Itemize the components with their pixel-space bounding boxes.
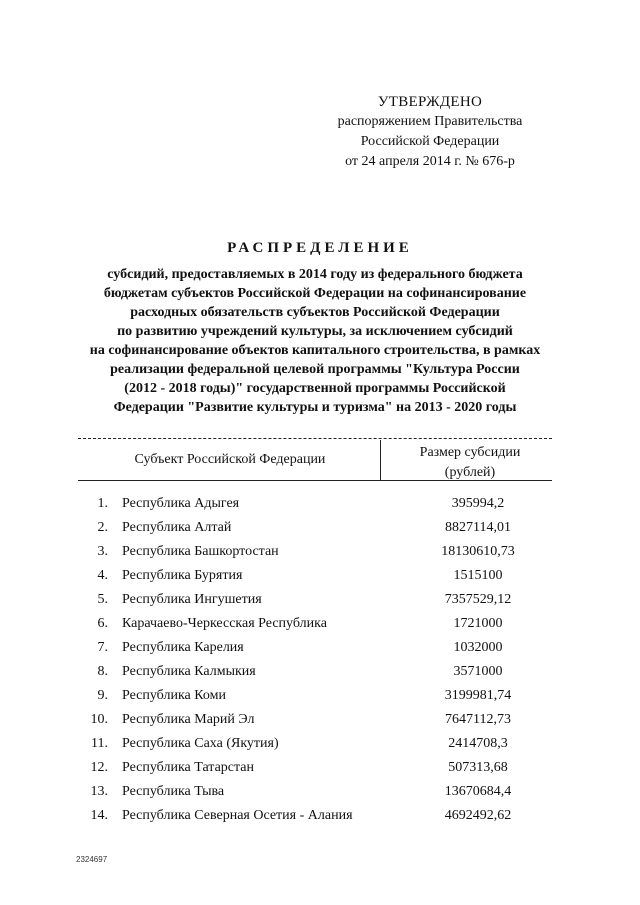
- row-subject: Республика Бурятия: [122, 568, 243, 583]
- table-row: [78, 636, 552, 660]
- approval-line-2: Российской Федерации: [360, 134, 500, 149]
- subtitle-line: реализации федеральной целевой программы "Культура России: [110, 362, 520, 377]
- subtitle-line: (2012 - 2018 годы)" государственной программы Российской: [124, 381, 506, 396]
- row-number: 9.: [97, 688, 108, 703]
- row-subject: Республика Коми: [122, 688, 226, 703]
- row-subject: Республика Адыгея: [122, 496, 240, 511]
- table-row: [78, 732, 552, 756]
- row-amount: 3199981,74: [444, 688, 512, 703]
- table-row: [78, 708, 552, 732]
- row-subject: Республика Ингушетия: [122, 592, 262, 607]
- column-header-subject: Субъект Российской Федерации: [134, 452, 326, 467]
- row-number: 8.: [97, 664, 108, 679]
- row-amount: 1032000: [453, 640, 503, 655]
- column-header-amount-line2: (рублей): [444, 465, 496, 480]
- row-subject: Республика Саха (Якутия): [122, 736, 279, 751]
- column-header-amount: [390, 443, 550, 483]
- table-row: [78, 756, 552, 780]
- row-amount: 507313,68: [448, 760, 508, 775]
- approval-line-1: распоряжением Правительства: [337, 114, 523, 129]
- row-subject: Карачаево-Черкесская Республика: [122, 616, 327, 631]
- row-subject: Республика Тыва: [122, 784, 225, 799]
- subsidy-table: [78, 492, 552, 828]
- row-number: 5.: [97, 592, 108, 607]
- subtitle-line: на софинансирование объектов капитального строительства, в рамках: [89, 343, 541, 358]
- row-number: 3.: [97, 544, 108, 559]
- table-header-separator: [380, 440, 381, 480]
- row-amount: 2414708,3: [448, 736, 508, 751]
- row-subject: Республика Карелия: [122, 640, 244, 655]
- table-row: [78, 804, 552, 828]
- row-number: 4.: [97, 568, 108, 583]
- row-amount: 18130610,73: [441, 544, 515, 559]
- row-number: 6.: [97, 616, 108, 631]
- row-subject: Республика Алтай: [122, 520, 232, 535]
- row-amount: 7647112,73: [445, 712, 511, 727]
- row-subject: Республика Калмыкия: [122, 664, 256, 679]
- row-amount: 8827114,01: [445, 520, 511, 535]
- row-number: 10.: [90, 712, 108, 727]
- table-row: [78, 540, 552, 564]
- table-row: [78, 588, 552, 612]
- row-amount: 4692492,62: [444, 808, 512, 823]
- approval-line-3: от 24 апреля 2014 г. № 676-р: [345, 154, 515, 169]
- row-subject: Республика Башкортостан: [122, 544, 279, 559]
- subtitle-line: расходных обязательств субъектов Российской Федерации: [130, 305, 500, 320]
- row-number: 12.: [90, 760, 108, 775]
- table-row: [78, 564, 552, 588]
- row-amount: 3571000: [453, 664, 503, 679]
- document-id: 2324697: [76, 855, 108, 864]
- row-amount: 1721000: [453, 616, 503, 631]
- table-top-rule: [78, 438, 552, 439]
- approval-heading: УТВЕРЖДЕНО: [377, 94, 483, 110]
- row-number: 1.: [97, 496, 108, 511]
- table-row: [78, 516, 552, 540]
- row-number: 2.: [97, 520, 108, 535]
- approval-block: [330, 92, 530, 172]
- row-subject: Республика Северная Осетия - Алания: [122, 808, 353, 823]
- document-subtitle: [80, 265, 550, 417]
- row-amount: 13670684,4: [444, 784, 512, 799]
- row-number: 14.: [90, 808, 108, 823]
- subtitle-line: бюджетам субъектов Российской Федерации на софинансирование: [103, 286, 527, 301]
- table-row: [78, 660, 552, 684]
- row-subject: Республика Татарстан: [122, 760, 255, 775]
- subtitle-line: по развитию учреждений культуры, за исключением субсидий: [117, 324, 513, 339]
- table-row: [78, 684, 552, 708]
- subtitle-line: Федерации "Развитие культуры и туризма" на 2013 - 2020 годы: [113, 400, 517, 415]
- row-amount: 395994,2: [451, 496, 505, 511]
- table-row: [78, 612, 552, 636]
- row-number: 13.: [90, 784, 108, 799]
- row-amount: 1515100: [453, 568, 503, 583]
- row-subject: Республика Марий Эл: [122, 712, 255, 727]
- row-amount: 7357529,12: [444, 592, 512, 607]
- table-row: [78, 780, 552, 804]
- column-header-amount-line1: Размер субсидии: [419, 445, 521, 460]
- subtitle-line: субсидий, предоставляемых в 2014 году из федерального бюджета: [107, 267, 523, 282]
- document-title: РАСПРЕДЕЛЕНИЕ: [227, 240, 413, 256]
- row-number: 7.: [97, 640, 108, 655]
- table-row: [78, 492, 552, 516]
- row-number: 11.: [91, 736, 108, 751]
